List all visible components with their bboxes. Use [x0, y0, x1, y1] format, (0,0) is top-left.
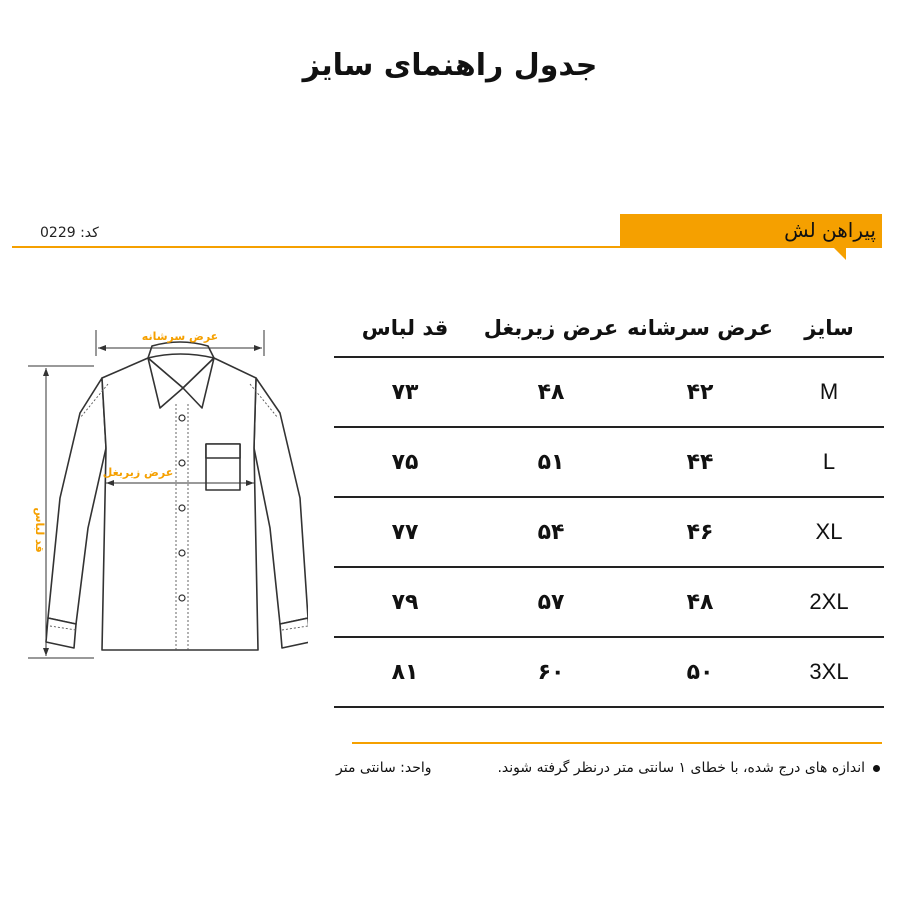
- length-cell: ۷۳: [334, 357, 476, 427]
- table-row: [334, 497, 884, 567]
- tolerance-note-text: اندازه های درج شده، با خطای ۱ سانتی متر درنظر گرفته شوند.: [497, 760, 865, 776]
- header-armpit: عرض زیربغل: [476, 300, 626, 357]
- tolerance-note: [497, 760, 880, 776]
- armpit-cell: ۴۸: [476, 357, 626, 427]
- size-table: [334, 300, 884, 708]
- tab-notch: [834, 248, 846, 260]
- length-cell: ۷۷: [334, 497, 476, 567]
- shoulder-cell: ۵۰: [626, 637, 774, 707]
- armpit-cell: ۵۴: [476, 497, 626, 567]
- shoulder-cell: ۴۴: [626, 427, 774, 497]
- header-size: سایز: [774, 300, 884, 357]
- header-divider: [12, 246, 624, 248]
- size-cell: L: [774, 427, 884, 497]
- unit-label: واحد: سانتی متر: [336, 760, 432, 776]
- bullet-icon: [873, 765, 880, 772]
- size-cell: XL: [774, 497, 884, 567]
- product-code: کد: 0229: [40, 225, 99, 241]
- header-shoulder: عرض سرشانه: [626, 300, 774, 357]
- shoulder-cell: ۴۶: [626, 497, 774, 567]
- armpit-cell: ۶۰: [476, 637, 626, 707]
- shoulder-cell: ۴۸: [626, 567, 774, 637]
- size-table-header: [334, 300, 884, 357]
- shirt-diagram: [18, 318, 308, 668]
- product-name: پیراهن لش: [784, 218, 876, 242]
- shoulder-cell: ۴۲: [626, 357, 774, 427]
- armpit-cell: ۵۱: [476, 427, 626, 497]
- length-cell: ۷۵: [334, 427, 476, 497]
- armpit-width-label: عرض زیربغل: [102, 466, 174, 479]
- shoulder-width-label: عرض سرشانه: [141, 330, 219, 343]
- table-row: [334, 427, 884, 497]
- page-title: جدول راهنمای سایز: [302, 48, 598, 83]
- table-row: [334, 567, 884, 637]
- footer-divider: [352, 742, 882, 744]
- product-tab: [620, 214, 882, 248]
- size-cell: 2XL: [774, 567, 884, 637]
- header-length: قد لباس: [334, 300, 476, 357]
- table-row: [334, 637, 884, 707]
- length-cell: ۷۹: [334, 567, 476, 637]
- length-label: قد لباس: [33, 507, 46, 553]
- armpit-cell: ۵۷: [476, 567, 626, 637]
- length-cell: ۸۱: [334, 637, 476, 707]
- table-row: [334, 357, 884, 427]
- size-cell: M: [774, 357, 884, 427]
- size-cell: 3XL: [774, 637, 884, 707]
